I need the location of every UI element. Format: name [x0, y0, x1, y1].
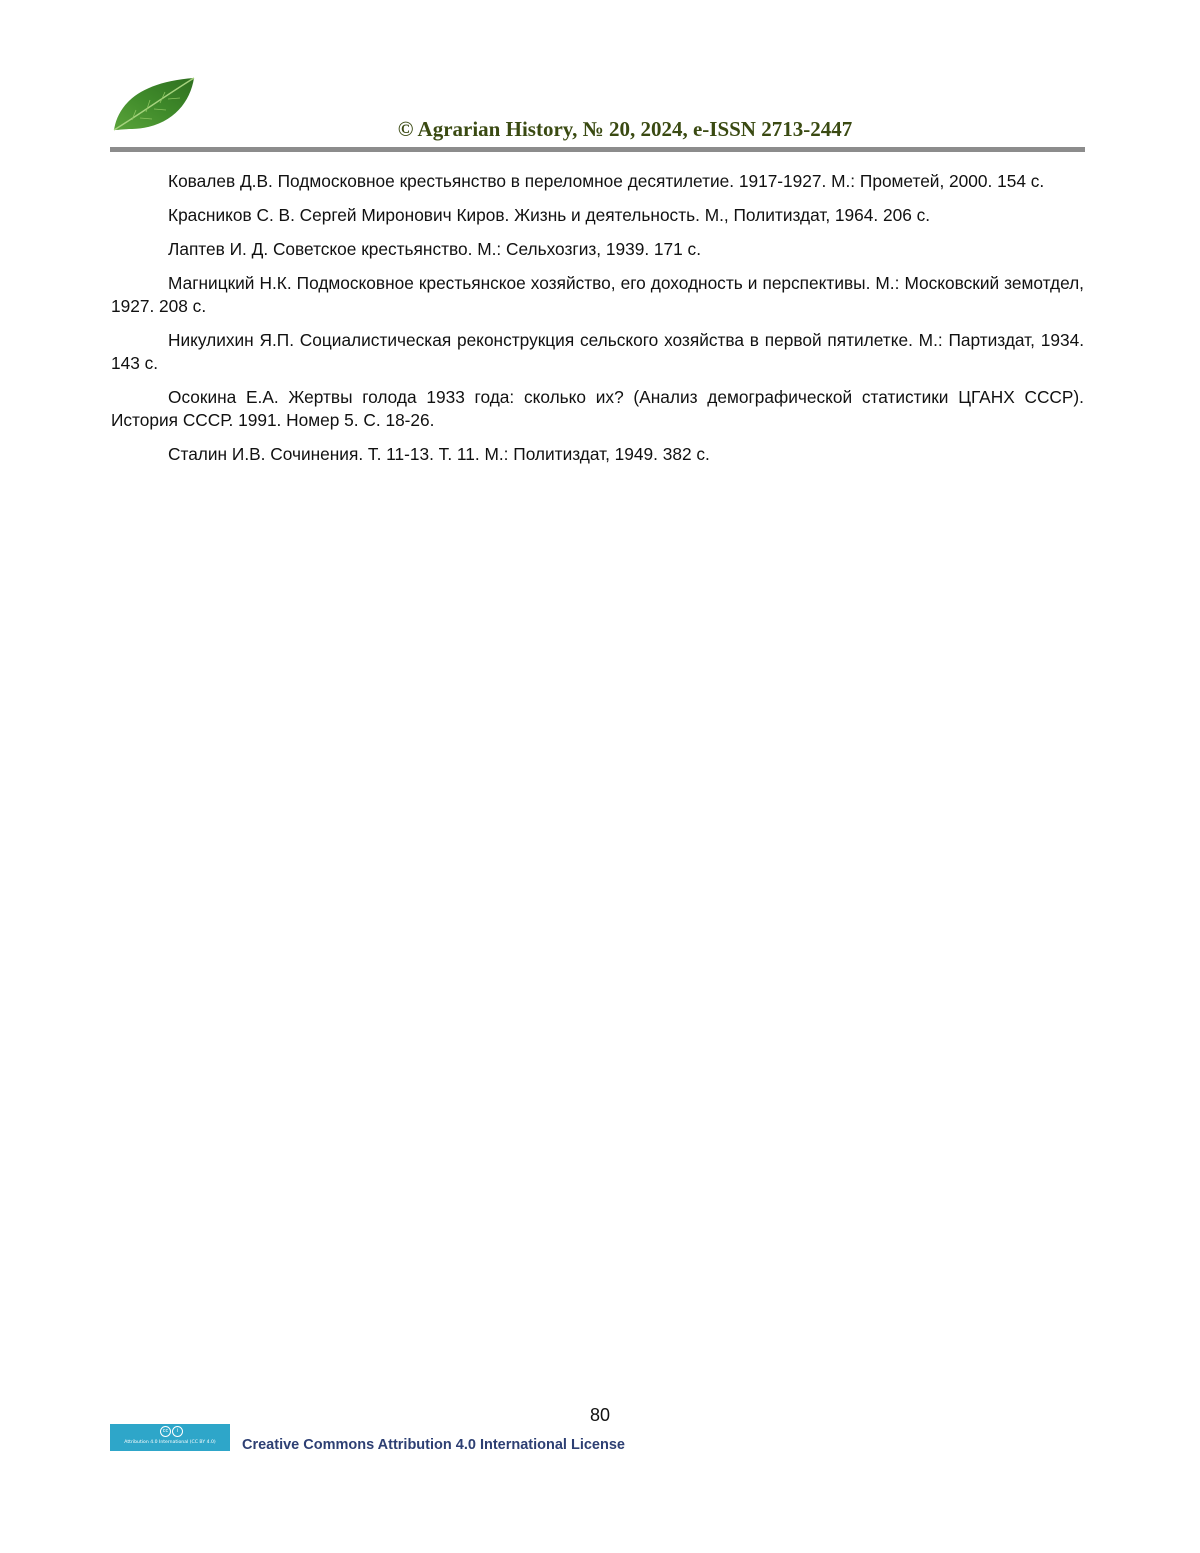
cc-license-badge[interactable] [110, 1424, 230, 1451]
reference-item: Сталин И.В. Сочинения. Т. 11-13. Т. 11. М.: Политиздат, 1949. 382 с. [168, 444, 710, 464]
cc-by-icon: cc i [160, 1426, 183, 1437]
header-divider [110, 147, 1085, 152]
reference-item: Никулихин Я.П. Социалистическая реконструкция сельского хозяйства в первой пятилетке. М.: Партиздат, 1934. 143 с. [111, 330, 1084, 373]
reference-item: Ковалев Д.В. Подмосковное крестьянство в переломное десятилетие. 1917-1927. М.: Прометей, 2000. 154 с. [168, 171, 1045, 191]
reference-item: Красников С. В. Сергей Миронович Киров. Жизнь и деятельность. М., Политиздат, 1964. 206 с. [168, 205, 931, 225]
cc-badge-text: Attribution 4.0 International (CC BY 4.0) [124, 1440, 216, 1445]
page-number: 80 [589, 1405, 611, 1425]
journal-header: © Agrarian History, № 20, 2024, e-ISSN 2713-2447 [397, 117, 853, 141]
license-link[interactable]: Creative Commons Attribution 4.0 International License [242, 1437, 625, 1453]
reference-item: Лаптев И. Д. Советское крестьянство. М.: Сельхозгиз, 1939. 171 с. [168, 239, 702, 259]
reference-item: Осокина Е.А. Жертвы голода 1933 года: сколько их? (Анализ демографической статистики ЦГАНХ СССР). История СССР. 1991. Номер 5. С. 18-26. [111, 387, 1084, 430]
reference-list [111, 170, 1084, 477]
reference-item: Магницкий Н.К. Подмосковное крестьянское хозяйство, его доходность и перспективы. М.: Московский земотдел, 1927. 208 с. [111, 273, 1084, 316]
